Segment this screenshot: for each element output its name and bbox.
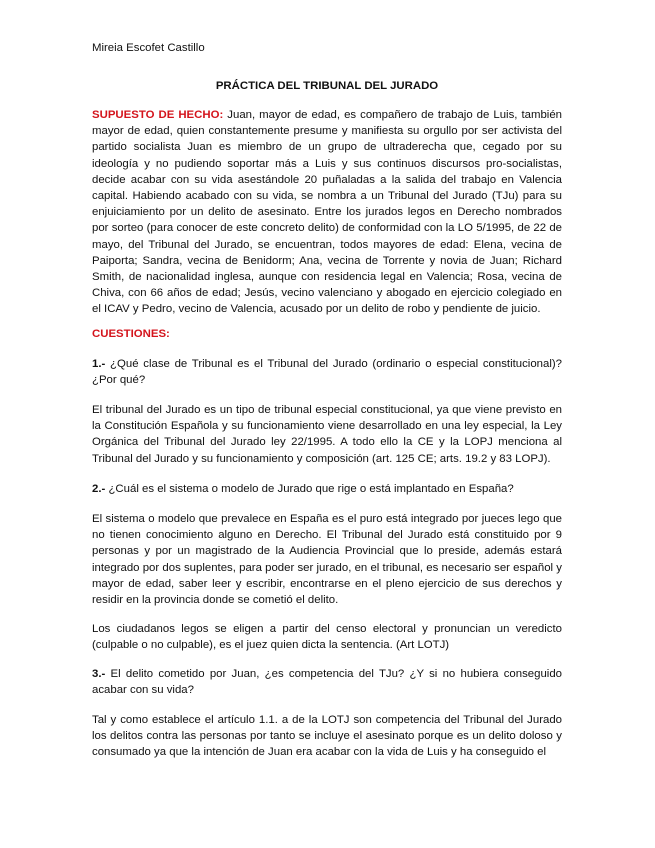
question-1: [92, 356, 562, 388]
cuestiones-heading: CUESTIONES:: [92, 328, 170, 340]
question-3-number: 3.-: [92, 668, 106, 680]
answer-3: Tal y como establece el artículo 1.1. a de la LOTJ son competencia del Tribunal del Jurado los delitos contra las personas por tanto se incluye el asesinato porque es un delito doloso y consumado ya que la intención de Juan era acabar con la vida de Luis y ha conseguido el: [92, 714, 562, 759]
answer-2b: Los ciudadanos legos se eligen a partir del censo electoral y pronuncian un veredicto (culpable o no culpable), es el juez quien dicta la sentencia. (Art LOTJ): [92, 623, 562, 652]
author-name: Mireia Escofet Castillo: [92, 42, 205, 54]
document-title: PRÁCTICA DEL TRIBUNAL DEL JURADO: [215, 80, 439, 92]
question-1-text: ¿Qué clase de Tribunal es el Tribunal del Jurado (ordinario o especial constitucional)? ¿Por qué?: [92, 358, 562, 387]
supuesto-text: Juan, mayor de edad, es compañero de trabajo de Luis, también mayor de edad, quien constantemente presume y manifiesta su orgullo por ser activista del partido socialista Juan es miembro de un grupo de ultraderecha que, cegado por su ideología y no pudiendo soportar más a Luis y sus continuos discursos pro-socialistas, decide acabar con su vida asestándole 20 puñaladas a la salida del trabajo en Valencia capital. Habiendo acabado con su vida, se nombra a un Tribunal del Jurado (TJu) para su enjuiciamiento por un delito de asesinato. Entre los jurados legos en Derecho nombrados por sorteo (para conocer de este concreto delito) de conformidad con la LO 5/1995, de 22 de mayo, del Tribunal del Jurado, se encuentran, todos mayores de edad: Elena, vecina de Paiporta; Sandra, vecina de Benidorm; Ana, vecina de Torrente y novia de Juan; Richard Smith, de nacionalidad inglesa, aunque con residencia legal en Valencia; Rosa, vecina de Chiva, con 66 años de edad; Jesús, vecino valenciano y abogado en ejercicio colegiado en el ICAV y Pedro, vecino de Valencia, acusado por un delito de robo y pendiente de juicio.: [92, 109, 562, 316]
question-2: [92, 481, 562, 497]
question-2-number: 2.-: [92, 483, 106, 495]
supuesto-paragraph: [92, 107, 562, 318]
answer-2a: El sistema o modelo que prevalece en España es el puro está integrado por jueces lego que no tienen conocimiento alguno en Derecho. El Tribunal del Jurado está constituido por 9 personas y por un magistrado de la Audiencia Provincial que lo preside, además estará integrado por dos suplentes, para poder ser jurado, en el tribunal, es necesario ser español y mayor de edad, saber leer y escribir, encontrarse en el pleno ejercicio de sus derechos y residir en la provincia donde se cometió el delito.: [92, 513, 562, 607]
question-3-text: El delito cometido por Juan, ¿es competencia del TJu? ¿Y si no hubiera conseguido acabar con su vida?: [92, 668, 562, 697]
question-2-text: ¿Cuál es el sistema o modelo de Jurado que rige o está implantado en España?: [105, 483, 514, 495]
answer-1: El tribunal del Jurado es un tipo de tribunal especial constitucional, ya que viene previsto en la Constitución Española y su funcionamiento viene desarrollado en una ley especial, la Ley Orgánica del Tribunal del Jurado ley 22/1995. A todo ello la CE y la LOPJ menciona al Tribunal del Jurado y su funcionamiento y composición (art. 125 CE; arts. 19.2 y 83 LOPJ).: [92, 404, 562, 465]
question-3: [92, 666, 562, 698]
question-1-number: 1.-: [92, 358, 106, 370]
supuesto-label: SUPUESTO DE HECHO:: [92, 109, 224, 121]
